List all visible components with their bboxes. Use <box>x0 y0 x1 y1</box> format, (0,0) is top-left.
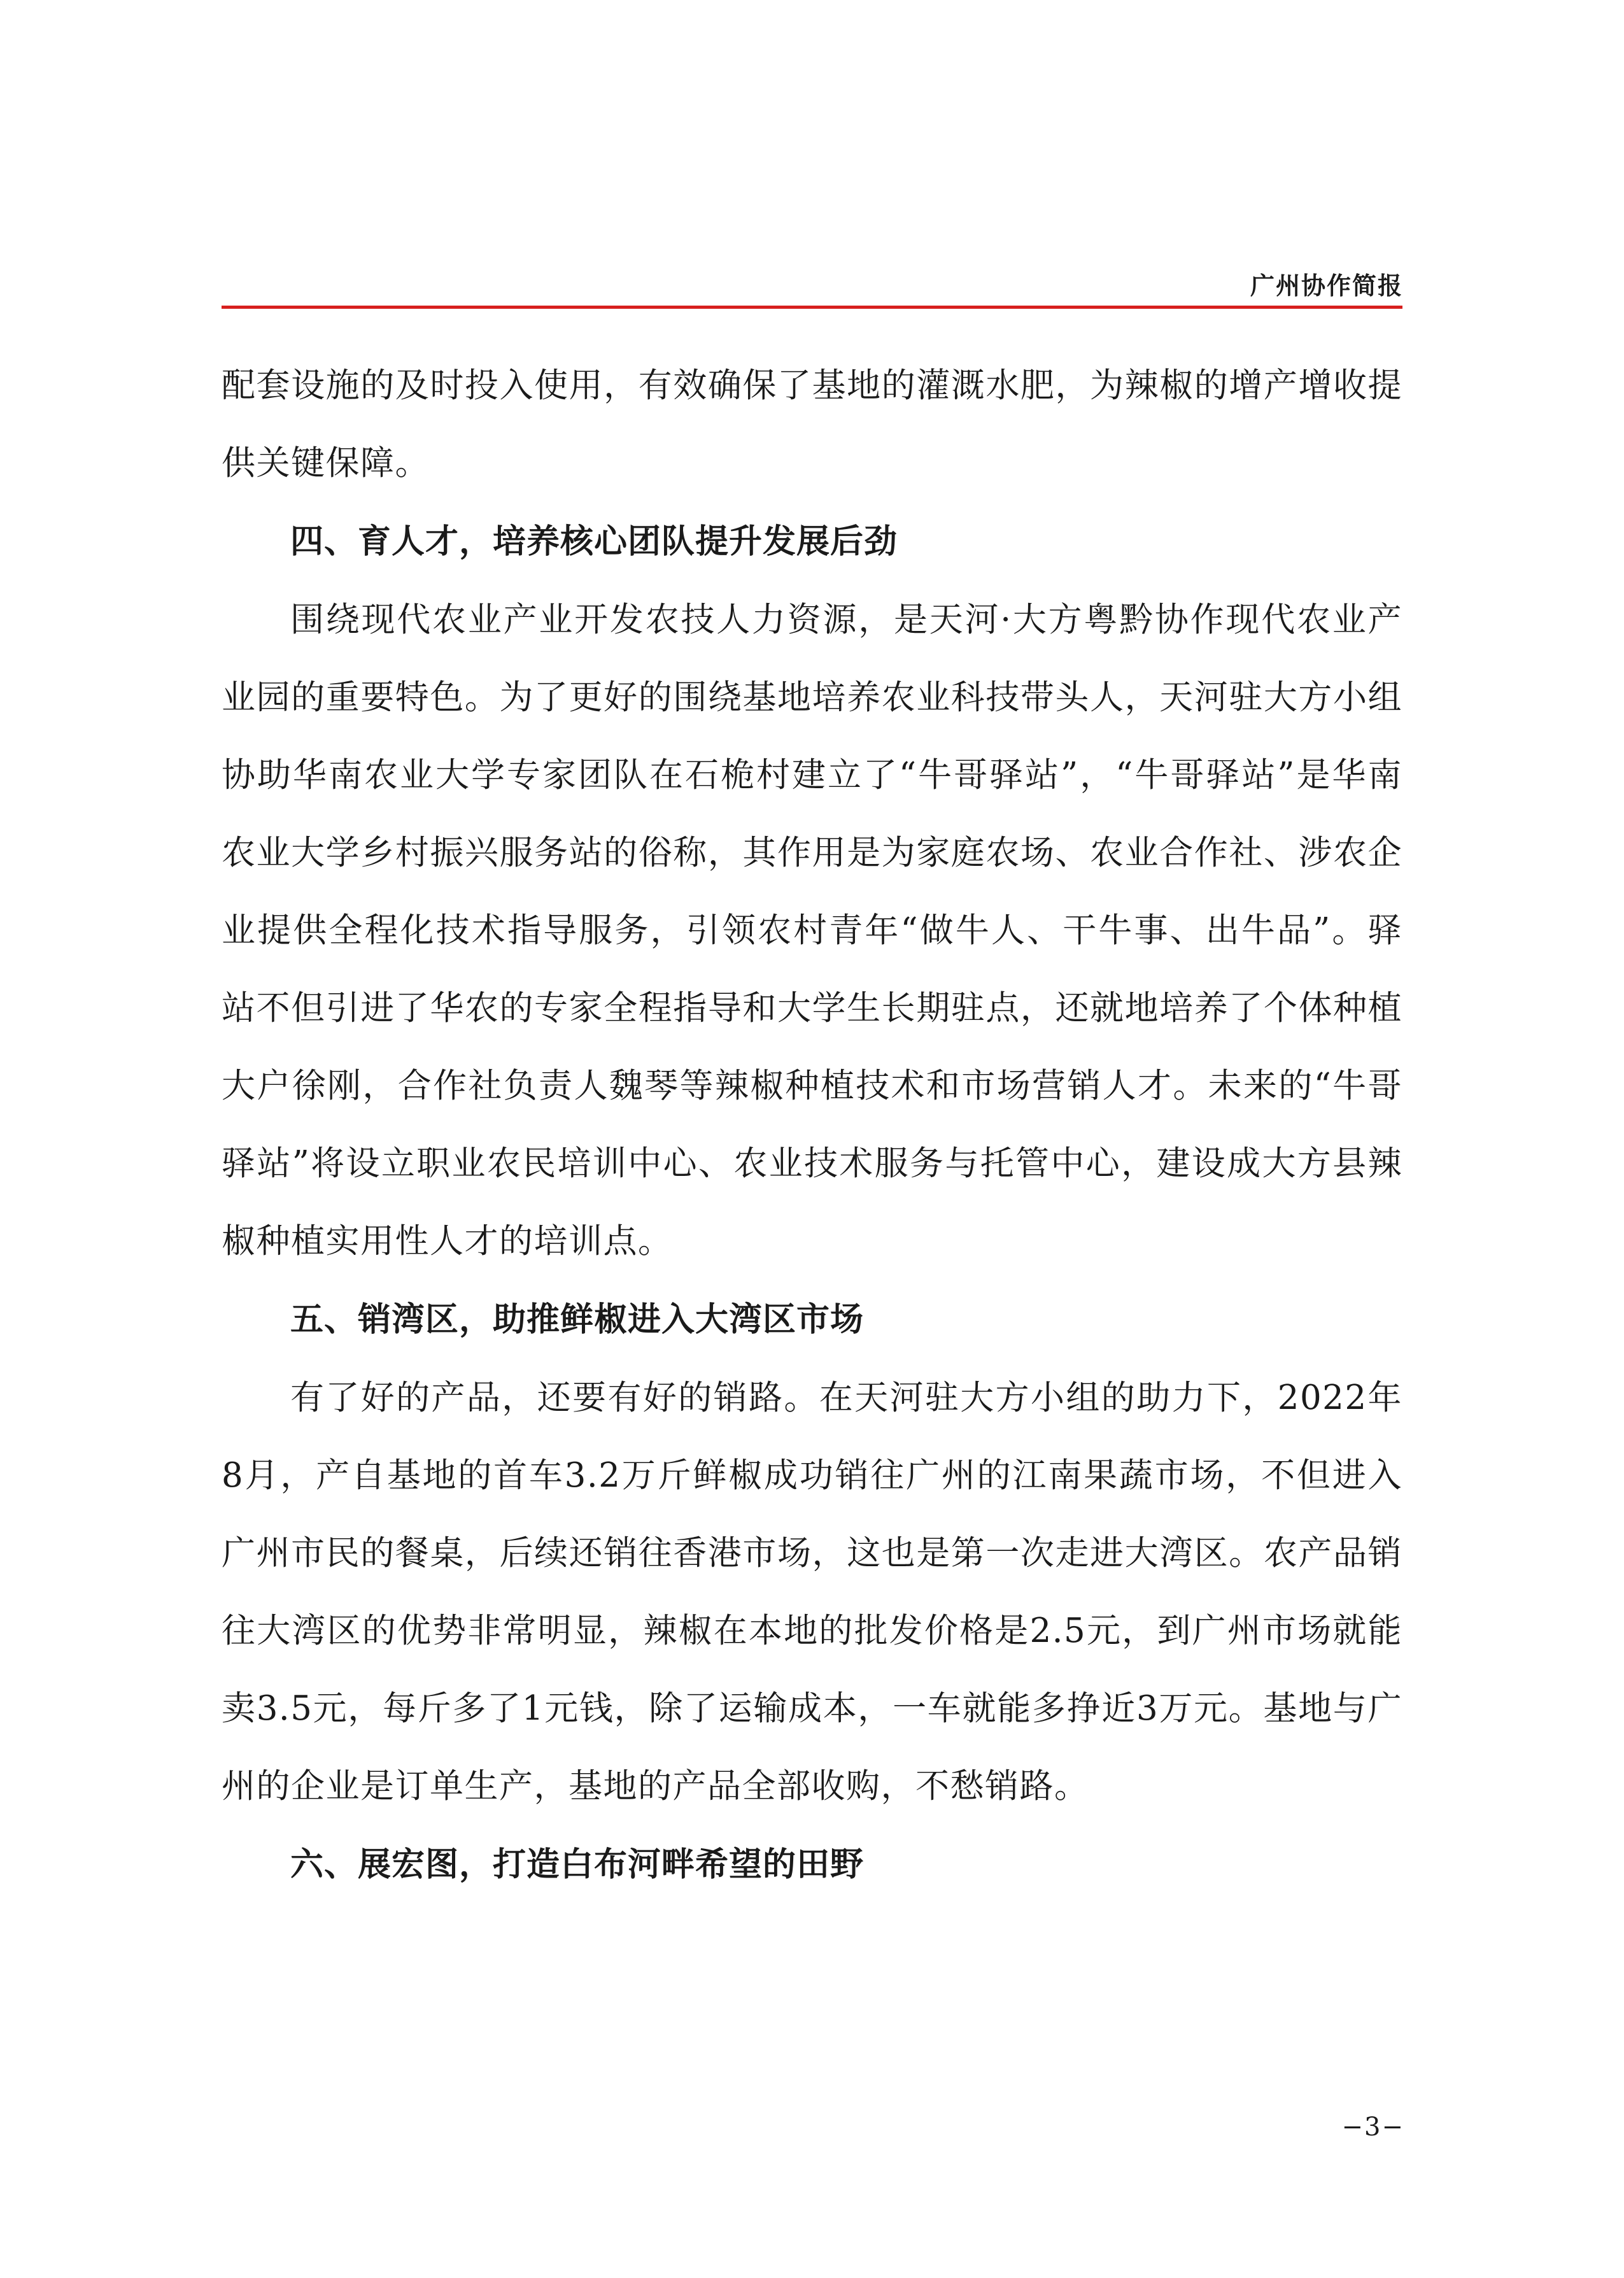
paragraph-market: 有了好的产品，还要有好的销路。在天河驻大方小组的助力下，2022年8月，产自基地的首车3.2万斤鲜椒成功销往广州的江南果蔬市场，不但进入广州市民的餐桌，后续还销往香港市场，这也是第一次走进大湾区。农产品销往大湾区的优势非常明显，辣椒在本地的批发价格是2.5元，到广州市场就能卖3.5元，每斤多了1元钱，除了运输成本，一车就能多挣近3万元。基地与广州的企业是订单生产，基地的产品全部收购，不愁销路。 <box>222 1378 1402 1806</box>
paragraph-talent: 围绕现代农业产业开发农技人力资源，是天河·大方粤黔协作现代农业产业园的重要特色。为了更好的围绕基地培养农业科技带头人，天河驻大方小组协助华南农业大学专家团队在石桅村建立了“牛哥驿站”，“牛哥驿站”是华南农业大学乡村振兴服务站的俗称，其作用是为家庭农场、农业合作社、涉农企业提供全程化技术指导服务，引领农村青年“做牛人、干牛事、出牛品”。驿站不但引进了华农的专家全程指导和大学生长期驻点，还就地培养了个体种植大户徐刚，合作社负责人魏琴等辣椒种植技术和市场营销人才。未来的“牛哥驿站”将设立职业农民培训中心、农业技术服务与托管中心，建设成大方县辣椒种植实用性人才的培训点。 <box>222 600 1402 1261</box>
section-heading-4: 四、育人才，培养核心团队提升发展后劲 <box>290 523 898 561</box>
section-heading-6: 六、展宏图，打造白布河畔希望的田野 <box>290 1846 865 1884</box>
header-divider <box>222 306 1402 309</box>
publication-title: 广州协作简报 <box>1250 271 1403 300</box>
section-heading-5: 五、销湾区，助推鲜椒进入大湾区市场 <box>290 1301 865 1339</box>
paragraph-continued: 配套设施的及时投入使用，有效确保了基地的灌溉水肥，为辣椒的增产增收提供关键保障。 <box>222 366 1402 483</box>
page-number: −3− <box>1341 2112 1404 2142</box>
article-body <box>222 347 1402 1904</box>
